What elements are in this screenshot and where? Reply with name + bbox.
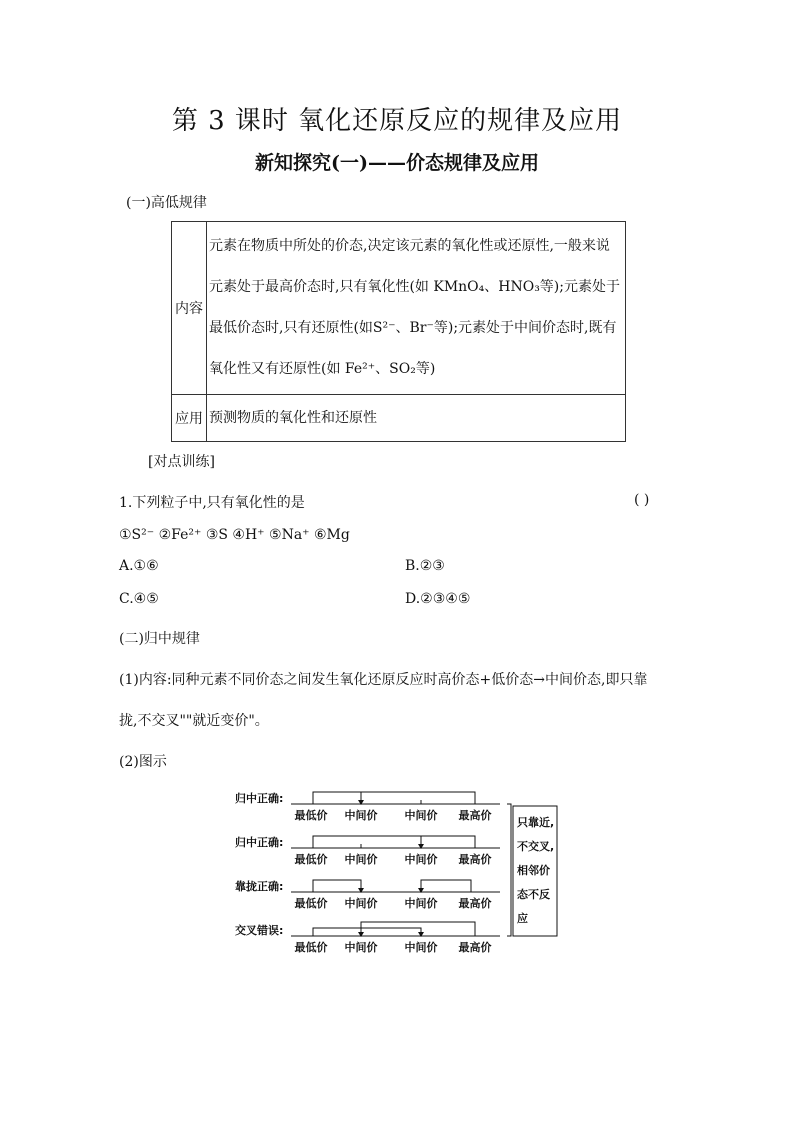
row-label: 归中正确: — [235, 836, 284, 849]
question-options: ①S²⁻ ②Fe²⁺ ③S ④H⁺ ⑤Na⁺ ⑥Mg — [119, 527, 350, 543]
content-line: 元素处于最高价态时,只有氧化性(如 KMnO₄、HNO₃等);元素处于 — [209, 279, 620, 295]
axis-label: 中间价 — [404, 853, 438, 866]
axis-label: 最低价 — [294, 809, 328, 822]
content-line: 氧化性又有还原性(如 Fe²⁺、SO₂等) — [209, 361, 436, 377]
content-line: 最低价态时,只有还原性(如S²⁻、Br⁻等);元素处于中间价态时,既有 — [209, 320, 617, 336]
page-title: 第 3 课时 氧化还原反应的规律及应用 — [171, 106, 623, 136]
axis-label: 中间价 — [344, 941, 378, 954]
side-note-line: 态不反 — [517, 888, 550, 901]
content-line: 元素在物质中所处的价态,决定该元素的氧化性或还原性,一般来说 — [209, 238, 610, 254]
choice-d: D.②③④⑤ — [405, 591, 471, 607]
axis-label: 中间价 — [344, 897, 378, 910]
convergence-diagram — [225, 782, 565, 962]
side-note-line: 不交叉, — [517, 840, 555, 853]
content-line: 拢,不交叉""就近变价"。 — [119, 713, 269, 729]
section-heading-convergence: (二)归中规律 — [119, 631, 200, 647]
choice-b: B.②③ — [405, 558, 445, 574]
axis-label: 中间价 — [404, 809, 438, 822]
axis-label: 中间价 — [404, 941, 438, 954]
axis-label: 最高价 — [458, 853, 492, 866]
axis-label: 最高价 — [458, 941, 492, 954]
question-stem: 1.下列粒子中,只有氧化性的是 — [119, 495, 305, 511]
axis-label: 中间价 — [344, 853, 378, 866]
choice-c: C.④⑤ — [119, 591, 159, 607]
row-label: 靠拢正确: — [235, 880, 284, 893]
side-note-line: 相邻价 — [517, 864, 550, 877]
rule-table — [171, 221, 626, 442]
figure-label: (2)图示 — [119, 754, 167, 770]
practice-label: [对点训练] — [148, 454, 215, 470]
answer-bracket: ( ) — [634, 492, 650, 508]
row-label: 归中正确: — [235, 792, 284, 805]
axis-label: 最高价 — [458, 897, 492, 910]
section-heading-high-low: (一)高低规律 — [126, 195, 207, 211]
axis-label: 中间价 — [344, 809, 378, 822]
axis-label: 最低价 — [294, 941, 328, 954]
apply-label-cell: 应用 — [172, 395, 207, 442]
content-label-cell: 内容 — [172, 222, 207, 395]
axis-label: 中间价 — [404, 897, 438, 910]
section-subtitle: 新知探究(一)——价态规律及应用 — [255, 152, 539, 174]
row-label: 交叉错误: — [235, 924, 284, 937]
axis-label: 最低价 — [294, 853, 328, 866]
content-cell — [207, 222, 626, 395]
side-note-line: 只靠近, — [517, 816, 555, 829]
apply-cell: 预测物质的氧化性和还原性 — [207, 395, 626, 442]
content-line: (1)内容:同种元素不同价态之间发生氧化还原反应时高价态+低价态→中间价态,即只靠 — [119, 672, 648, 688]
axis-label: 最低价 — [294, 897, 328, 910]
axis-label: 最高价 — [458, 809, 492, 822]
choice-a: A.①⑥ — [119, 558, 159, 574]
side-note-line: 应 — [517, 912, 528, 925]
